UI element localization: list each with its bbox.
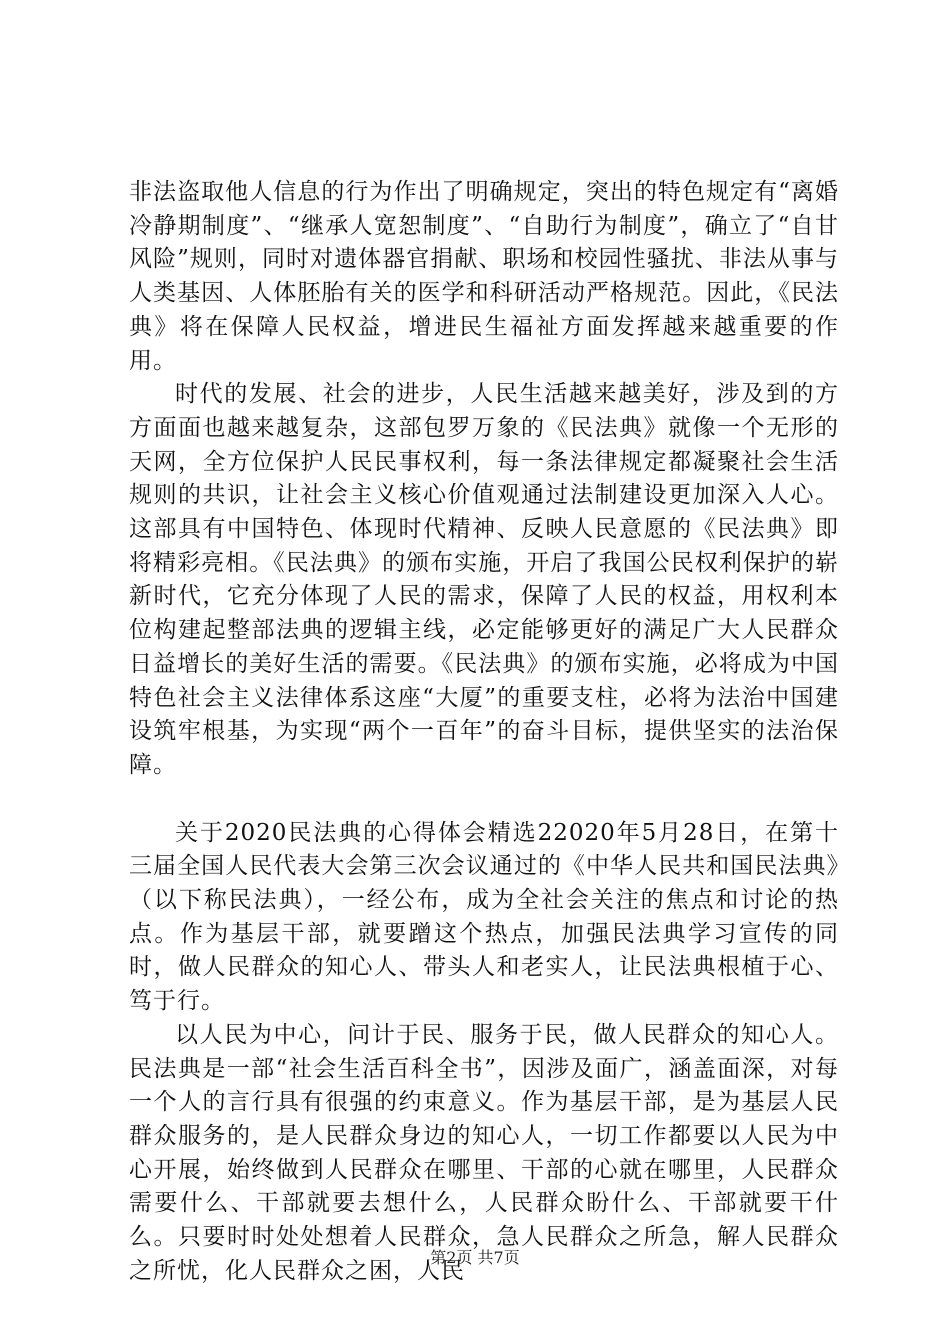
page-number-footer: 第2页 共7页	[430, 1248, 520, 1267]
paragraph-2: 时代的发展、社会的进步，人民生活越来越美好，涉及到的方方面面也越来越复杂，这部包罗万象的《民法典》就像一个无形的天网，全方位保护人民民事权利，每一条法律规定都凝聚社会生活规则的共识，让社会主义核心价值观通过法制建设更加深入人心。这部具有中国特色、体现时代精神、反映人民意愿的《民法典》即将精彩亮相。《民法典》的颁布实施，开启了我国公民权利保护的崭新时代，它充分体现了人民的需求，保障了人民的权益，用权利本位构建起整部法典的逻辑主线，必定能够更好的满足广大人民群众日益增长的美好生活的需要。《民法典》的颁布实施，必将成为中国特色社会主义法律体系这座“大厦”的重要支柱，必将为法治中国建设筑牢根基，为实现“两个一百年”的奋斗目标，提供坚实的法治保障。	[129, 381, 839, 778]
paragraph-gap	[129, 783, 839, 817]
paragraph-3: 关于2020民法典的心得体会精选22020年5月28日，在第十三届全国人民代表大会第三次会议通过的《中华人民共和国民法典》（以下称民法典），一经公布，成为全社会关注的焦点和讨论的热点。作为基层干部，就要蹭这个热点，加强民法典学习宣传的同时，做人民群众的知心人、带头人和老实人，让民法典根植于心、笃于行。	[129, 819, 839, 1015]
document-body	[129, 176, 839, 1289]
paragraph-4: 以人民为中心，问计于民、服务于民，做人民群众的知心人。民法典是一部“社会生活百科全书”，因涉及面广，涵盖面深，对每一个人的言行具有很强的约束意义。作为基层干部，是为基层人民群众服务的，是人民群众身边的知心人，一切工作都要以人民为中心开展，始终做到人民群众在哪里、干部的心就在哪里，人民群众需要什么、干部就要去想什么，人民群众盼什么、干部就要干什么。只要时时处处想着人民群众，急人民群众之所急，解人民群众之所忧，化人民群众之困，人民	[129, 1021, 839, 1284]
paragraph-1: 非法盗取他人信息的行为作出了明确规定，突出的特色规定有“离婚冷静期制度”、“继承人宽恕制度”、“自助行为制度”，确立了“自甘风险”规则，同时对遗体器官捐献、职场和校园性骚扰、非法从事与人类基因、人体胚胎有关的医学和科研活动严格规范。因此，《民法典》将在保障人民权益，增进民生福祉方面发挥越来越重要的作用。	[129, 179, 839, 374]
